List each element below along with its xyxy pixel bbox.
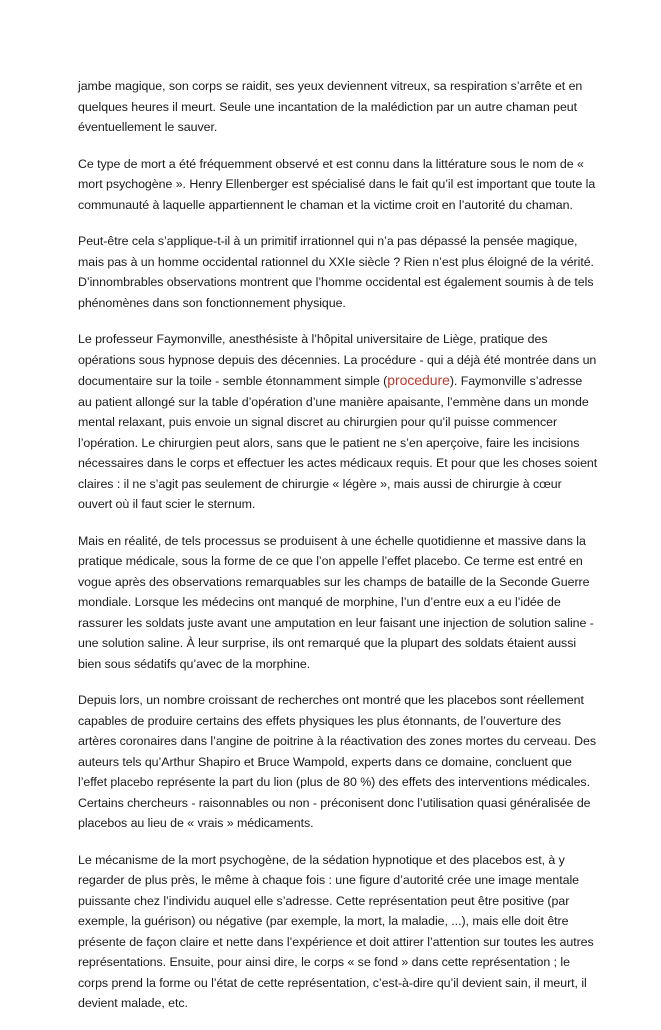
document-body xyxy=(78,76,598,1030)
paragraph-recherches-placebos: Depuis lors, un nombre croissant de recherches ont montré que les placebos sont réellement capables de produire certains des effets physiques les plus étonnants, de l’ouverture des artères coronaires dans l’angine de poitrine à la réactivation des zones mortes du cerveau. Des auteurs tels qu’Arthur Shapiro et Bruce Wampold, experts dans ce domaine, concluent que l’effet placebo représente la part du lion (plus de 80 %) des effets des interventions médicales. Certains chercheurs - raisonnables ou non - préconisent donc l’utilisation quasi généralisée de placebos au lieu de « vrais » médicaments. xyxy=(78,693,597,830)
paragraph-faymonville xyxy=(78,329,598,515)
paragraph-faymonville-after-link: ). Faymonville s’adresse au patient allongé sur la table d’opération d’une manière apaisante, l’emmène dans un monde mental relaxant, puis envoie un signal discret au chirurgien pour qu’il puisse commencer l’opération. Le chirurgien peut alors, sans que le patient ne s’en aperçoive, faire les incisions nécessaires dans le corps et effectuer les actes médicaux requis. Et pour que les choses soient claires : il ne s’agit pas seulement de chirurgie « légère », mais aussi de chirurgie à cœur ouvert où il faut scier le sternum. xyxy=(78,374,598,511)
paragraph-mort-psychogene: Ce type de mort a été fréquemment observé et est connu dans la littérature sous le nom de « mort psychogène ». Henry Ellenberger est spécialisé dans le fait qu’il est important que toute la communauté à laquelle appartiennent le chaman et la victime croit en l’autorité du chaman. xyxy=(78,156,596,212)
paragraph-homme-occidental: Peut-être cela s’applique-t-il à un primitif irrationnel qui n’a pas dépassé la pensée magique, mais pas à un homme occidental rationnel du XXIe siècle ? Rien n’est plus éloigné de la vérité. D’innombrables observations montrent que l’homme occidental est également soumis à de tels phénomènes dans son fonctionnement physique. xyxy=(78,234,594,310)
procedure-link[interactable]: procedure xyxy=(387,372,450,388)
paragraph-faymonville-before-link: Le professeur Faymonville, anesthésiste à l’hôpital universitaire de Liège, pratique des opérations sous hypnose depuis des décennies. La procédure - qui a déjà été montrée dans un documentaire sur la toile - semble étonnamment simple ( xyxy=(78,332,597,388)
paragraph-effet-placebo: Mais en réalité, de tels processus se produisent à une échelle quotidienne et massive dans la pratique médicale, sous la forme de ce que l’on appelle l’effet placebo. Ce terme est entré en vogue après des observations remarquables sur les champs de bataille de la Seconde Guerre mondiale. Lorsque les médecins ont manqué de morphine, l’un d’entre eux a eu l’idée de rassurer les soldats juste avant une amputation en leur faisant une injection de solution saline - une solution saline. À leur surprise, ils ont remarqué que la plupart des soldats étaient aussi bien sous sédatifs qu’avec de la morphine. xyxy=(78,533,594,671)
paragraph-chaman: jambe magique, son corps se raidit, ses yeux deviennent vitreux, sa respiration s’arrête et en quelques heures il meurt. Seule une incantation de la malédiction par un autre chaman peut éventuellement le sauver. xyxy=(78,79,583,134)
paragraph-mecanisme: Le mécanisme de la mort psychogène, de la sédation hypnotique et des placebos est, à y regarder de plus près, le même à chaque fois : une figure d’autorité crée une image mentale puissante chez l’individu auquel elle s’adresse. Cette représentation peut être positive (par exemple, la guérison) ou négative (par exemple, la mort, la maladie, ...), mais elle doit être présente de façon claire et nette dans l’expérience et doit attirer l’attention sur toutes les autres représentations. Ensuite, pour ainsi dire, le corps « se fond » dans cette représentation ; le corps prend la forme ou l’état de cette représentation, c’est-à-dire qu’il devient sain, il meurt, il devient malade, etc. xyxy=(78,852,594,1010)
